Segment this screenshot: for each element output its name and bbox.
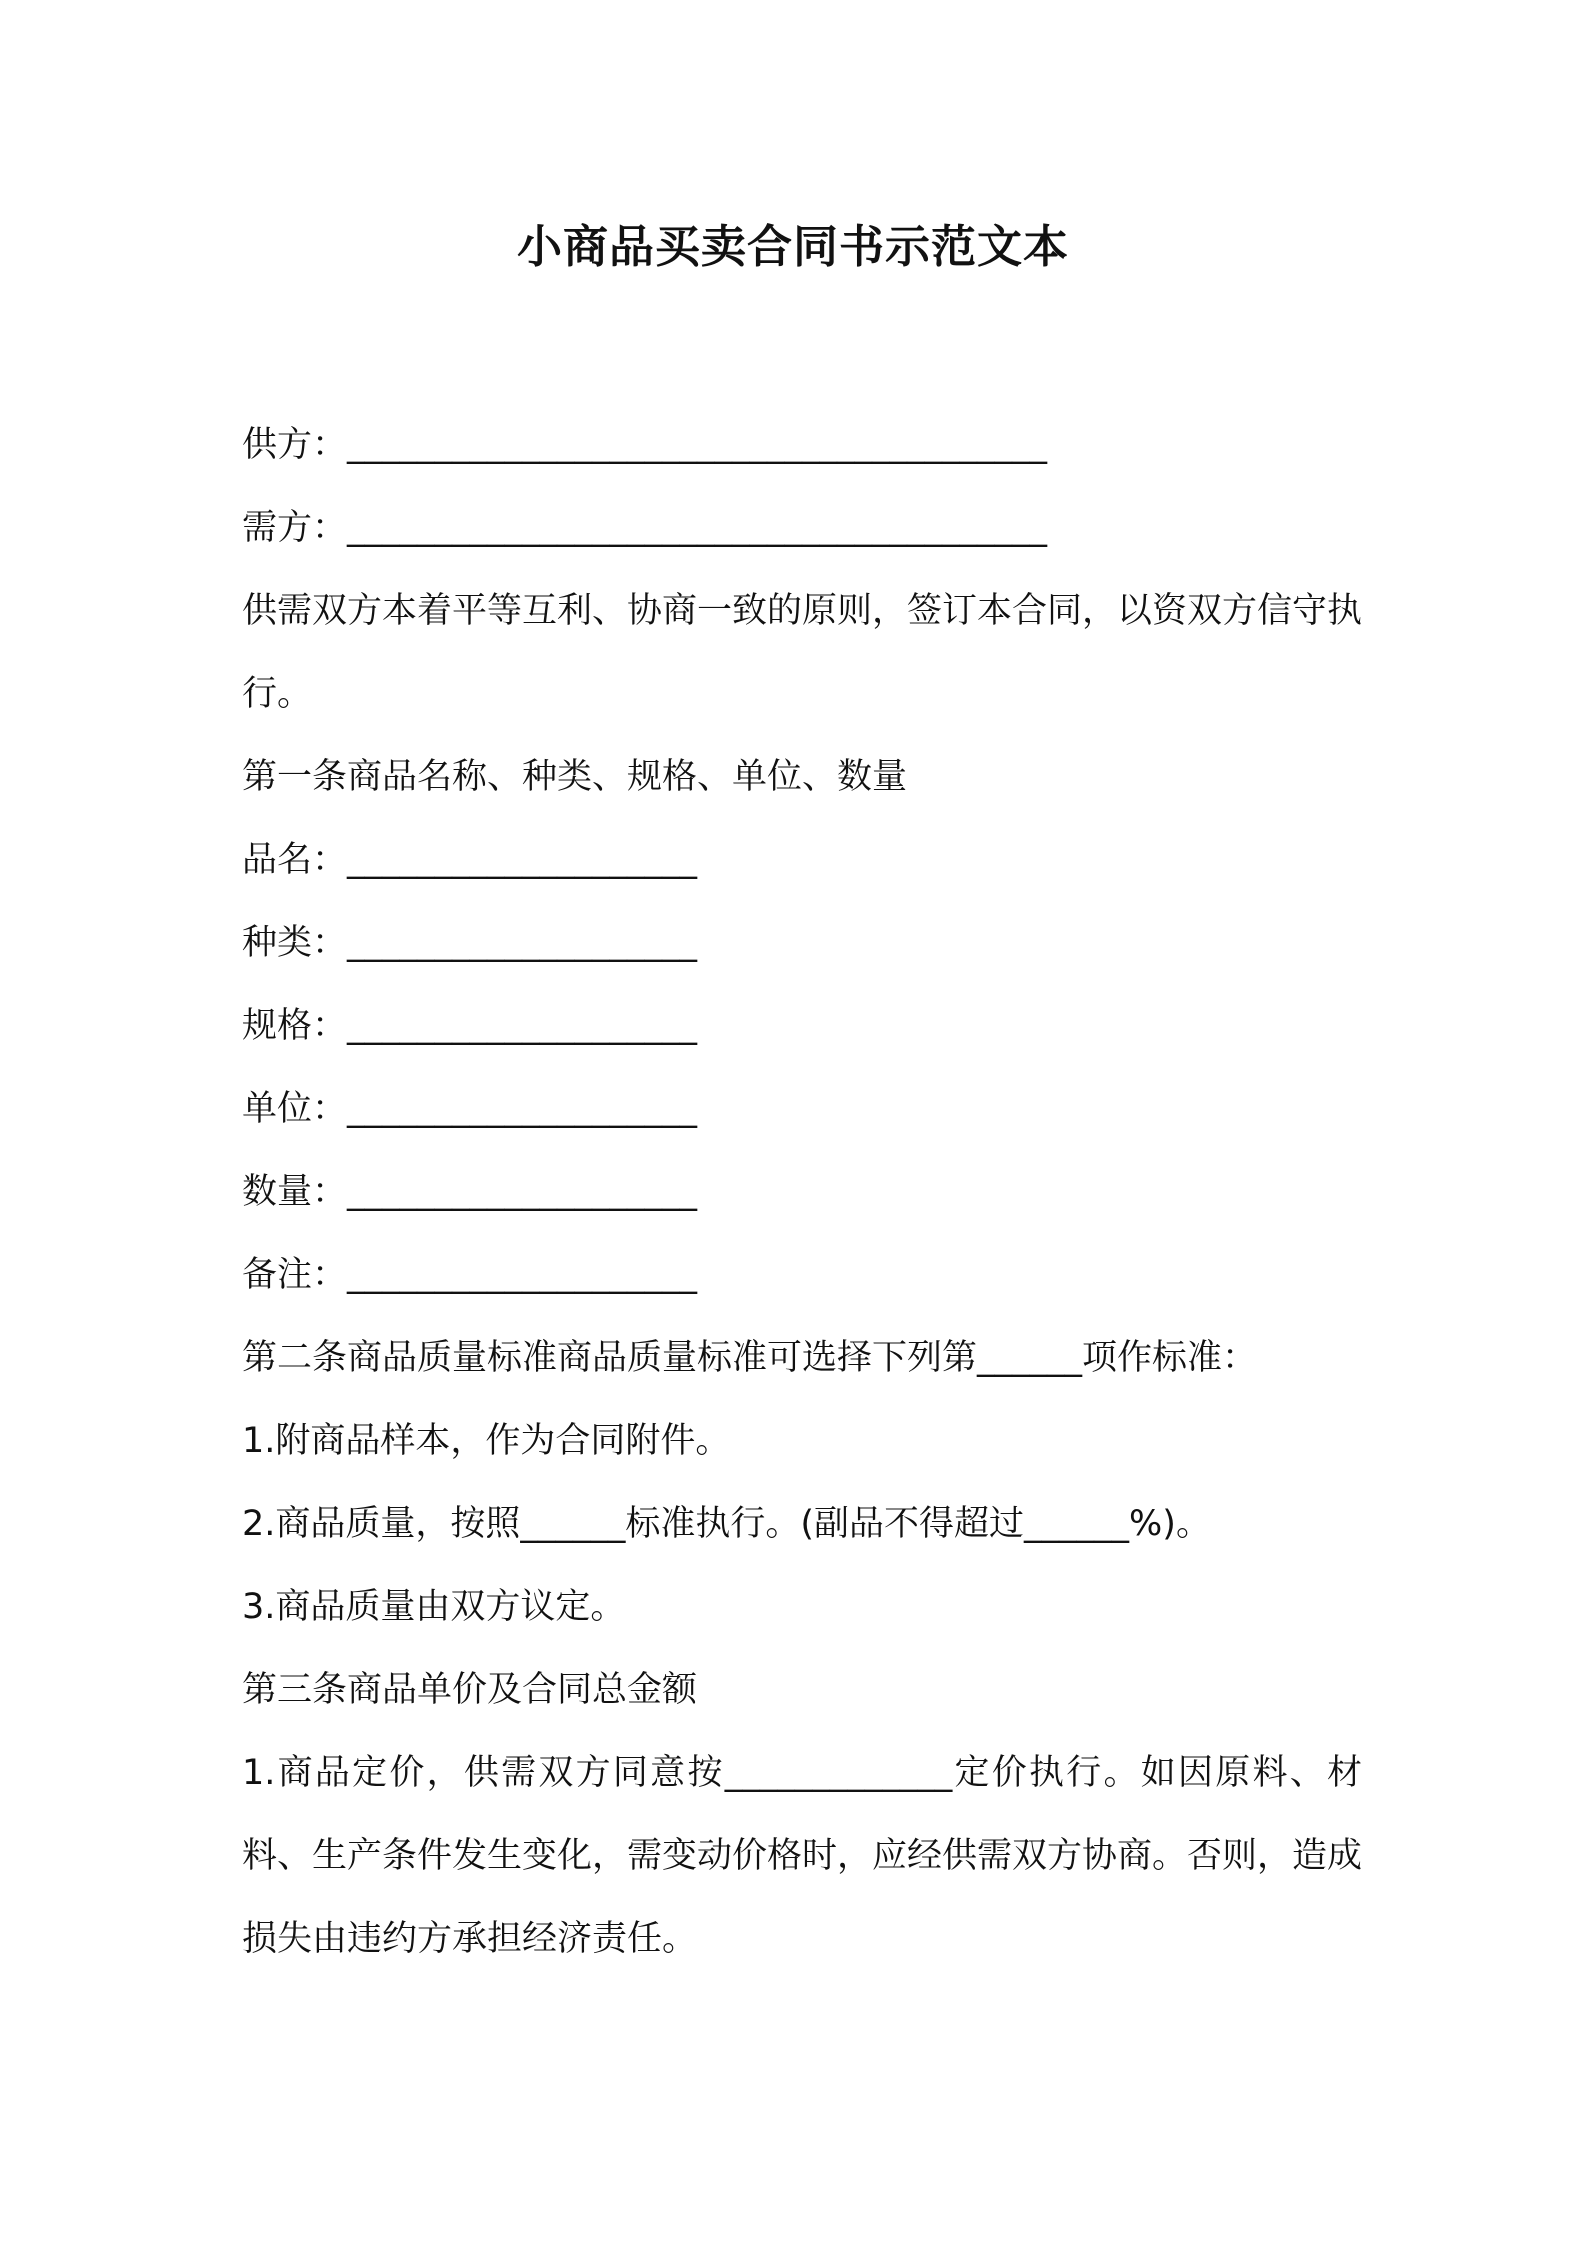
remarks-line: 备注：____________________ <box>242 1255 698 1295</box>
article-3-item-1: 1.商品定价，供需双方同意按_____________定价执行。如因原料、材料、生产条件发生变化，需变动价格时，应经供需双方协商。否则，造成损失由违约方承担经济责任。 <box>242 1753 1363 1959</box>
category-line: 种类：____________________ <box>242 923 698 963</box>
specification-line: 规格：____________________ <box>242 1006 698 1046</box>
document-body <box>242 404 1362 1981</box>
unit-line: 单位：____________________ <box>242 1089 698 1129</box>
quantity-line: 数量：____________________ <box>242 1172 698 1212</box>
supplier-line: 供方：________________________________________ <box>242 425 1048 465</box>
article-3-heading: 第三条商品单价及合同总金额 <box>242 1670 698 1710</box>
preamble-paragraph: 供需双方本着平等互利、协商一致的原则，签订本合同，以资双方信守执行。 <box>242 591 1363 714</box>
document-title: 小商品买卖合同书示范文本 <box>516 220 1069 273</box>
article-2-item-2: 2.商品质量，按照______标准执行。(副品不得超过______%)。 <box>242 1504 1211 1544</box>
article-1-heading: 第一条商品名称、种类、规格、单位、数量 <box>242 757 908 797</box>
article-2-item-1: 1.附商品样本，作为合同附件。 <box>242 1421 731 1461</box>
product-name-line: 品名：____________________ <box>242 840 698 880</box>
article-2-item-3: 3.商品质量由双方议定。 <box>242 1587 626 1627</box>
buyer-line: 需方：________________________________________ <box>242 508 1048 548</box>
article-2-heading: 第二条商品质量标准商品质量标准可选择下列第______项作标准： <box>242 1338 1258 1378</box>
